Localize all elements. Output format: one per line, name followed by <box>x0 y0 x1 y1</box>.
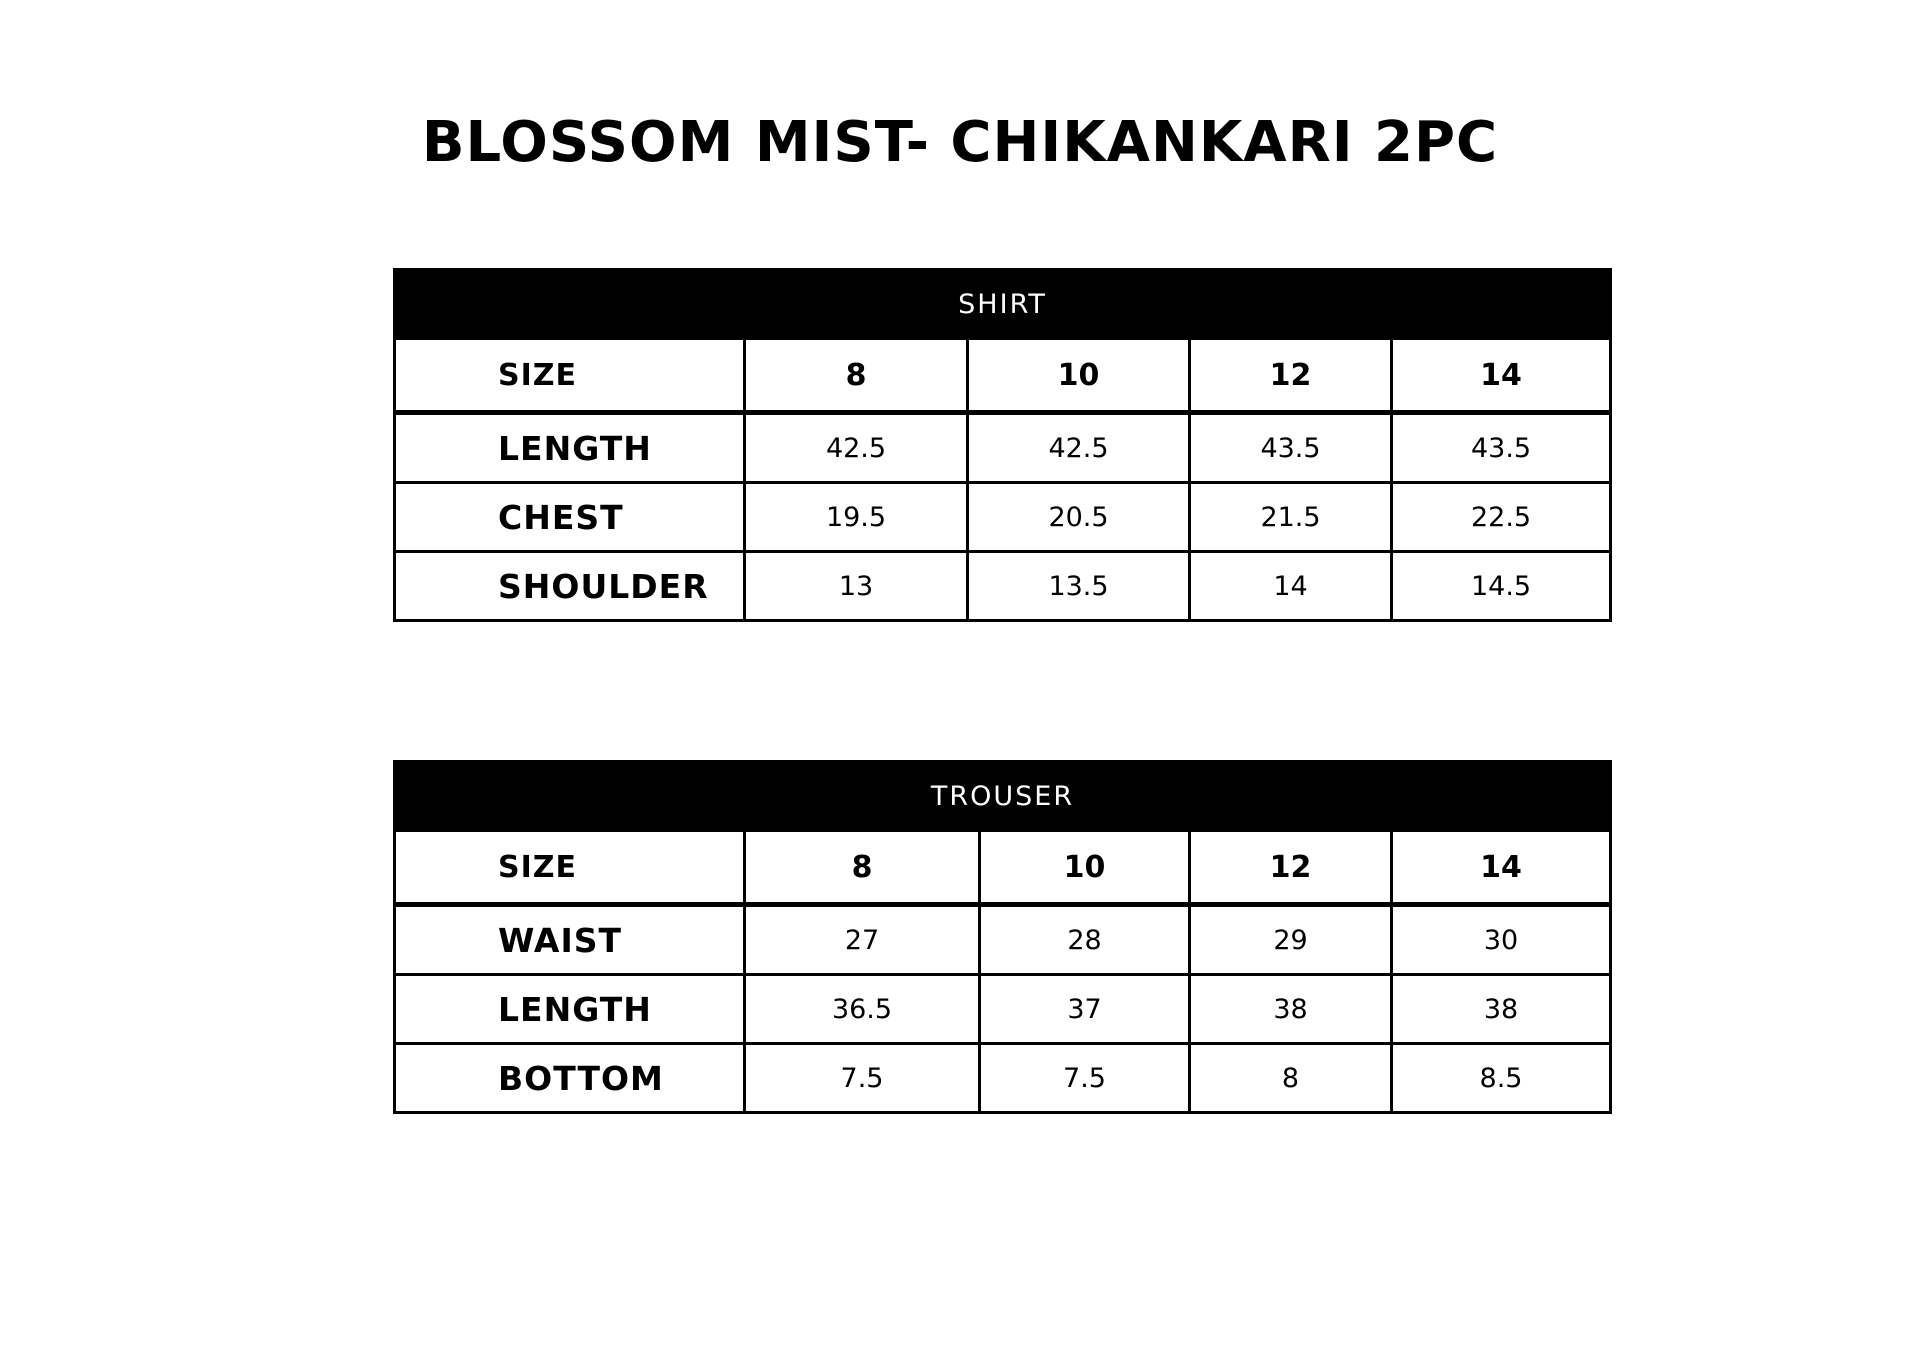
table-cell: 38 <box>1190 975 1392 1044</box>
table-cell: 8.5 <box>1392 1044 1611 1113</box>
table-cell: 14 <box>1190 552 1392 621</box>
table-cell: 22.5 <box>1392 483 1611 552</box>
table-cell: 13.5 <box>968 552 1190 621</box>
size-cell: 10 <box>968 339 1190 413</box>
table-cell: 42.5 <box>968 413 1190 483</box>
table-row <box>395 1044 1611 1113</box>
trouser-header-row <box>395 762 1611 831</box>
trouser-size-table <box>393 760 1612 1114</box>
table-row <box>395 975 1611 1044</box>
row-label: BOTTOM <box>395 1044 745 1113</box>
table-cell: 8 <box>1190 1044 1392 1113</box>
table-cell: 42.5 <box>745 413 968 483</box>
table-cell: 21.5 <box>1190 483 1392 552</box>
page-title: BLOSSOM MIST- CHIKANKARI 2PC <box>421 110 1499 175</box>
table-cell: 38 <box>1392 975 1611 1044</box>
size-cell: 8 <box>745 339 968 413</box>
trouser-section-header: TROUSER <box>395 762 1611 831</box>
table-cell: 43.5 <box>1190 413 1392 483</box>
size-cell: 14 <box>1392 339 1611 413</box>
row-label: CHEST <box>395 483 745 552</box>
trouser-size-row <box>395 831 1611 905</box>
row-label: LENGTH <box>395 975 745 1044</box>
table-cell: 14.5 <box>1392 552 1611 621</box>
table-row <box>395 552 1611 621</box>
table-cell: 30 <box>1392 905 1611 975</box>
row-label: WAIST <box>395 905 745 975</box>
shirt-section-header: SHIRT <box>395 270 1611 339</box>
table-row <box>395 483 1611 552</box>
table-cell: 7.5 <box>745 1044 980 1113</box>
table-row <box>395 413 1611 483</box>
size-cell: 12 <box>1190 339 1392 413</box>
table-cell: 37 <box>980 975 1190 1044</box>
size-cell: 12 <box>1190 831 1392 905</box>
table-cell: 43.5 <box>1392 413 1611 483</box>
table-cell: 19.5 <box>745 483 968 552</box>
table-cell: 27 <box>745 905 980 975</box>
shirt-size-row <box>395 339 1611 413</box>
shirt-size-table <box>393 268 1612 622</box>
size-cell: 8 <box>745 831 980 905</box>
size-cell: 14 <box>1392 831 1611 905</box>
table-cell: 13 <box>745 552 968 621</box>
size-cell: 10 <box>980 831 1190 905</box>
size-label: SIZE <box>395 339 745 413</box>
shirt-header-row <box>395 270 1611 339</box>
table-cell: 29 <box>1190 905 1392 975</box>
table-row <box>395 905 1611 975</box>
table-cell: 28 <box>980 905 1190 975</box>
table-cell: 36.5 <box>745 975 980 1044</box>
table-cell: 20.5 <box>968 483 1190 552</box>
size-label: SIZE <box>395 831 745 905</box>
table-cell: 7.5 <box>980 1044 1190 1113</box>
row-label: LENGTH <box>395 413 745 483</box>
row-label: SHOULDER <box>395 552 745 621</box>
